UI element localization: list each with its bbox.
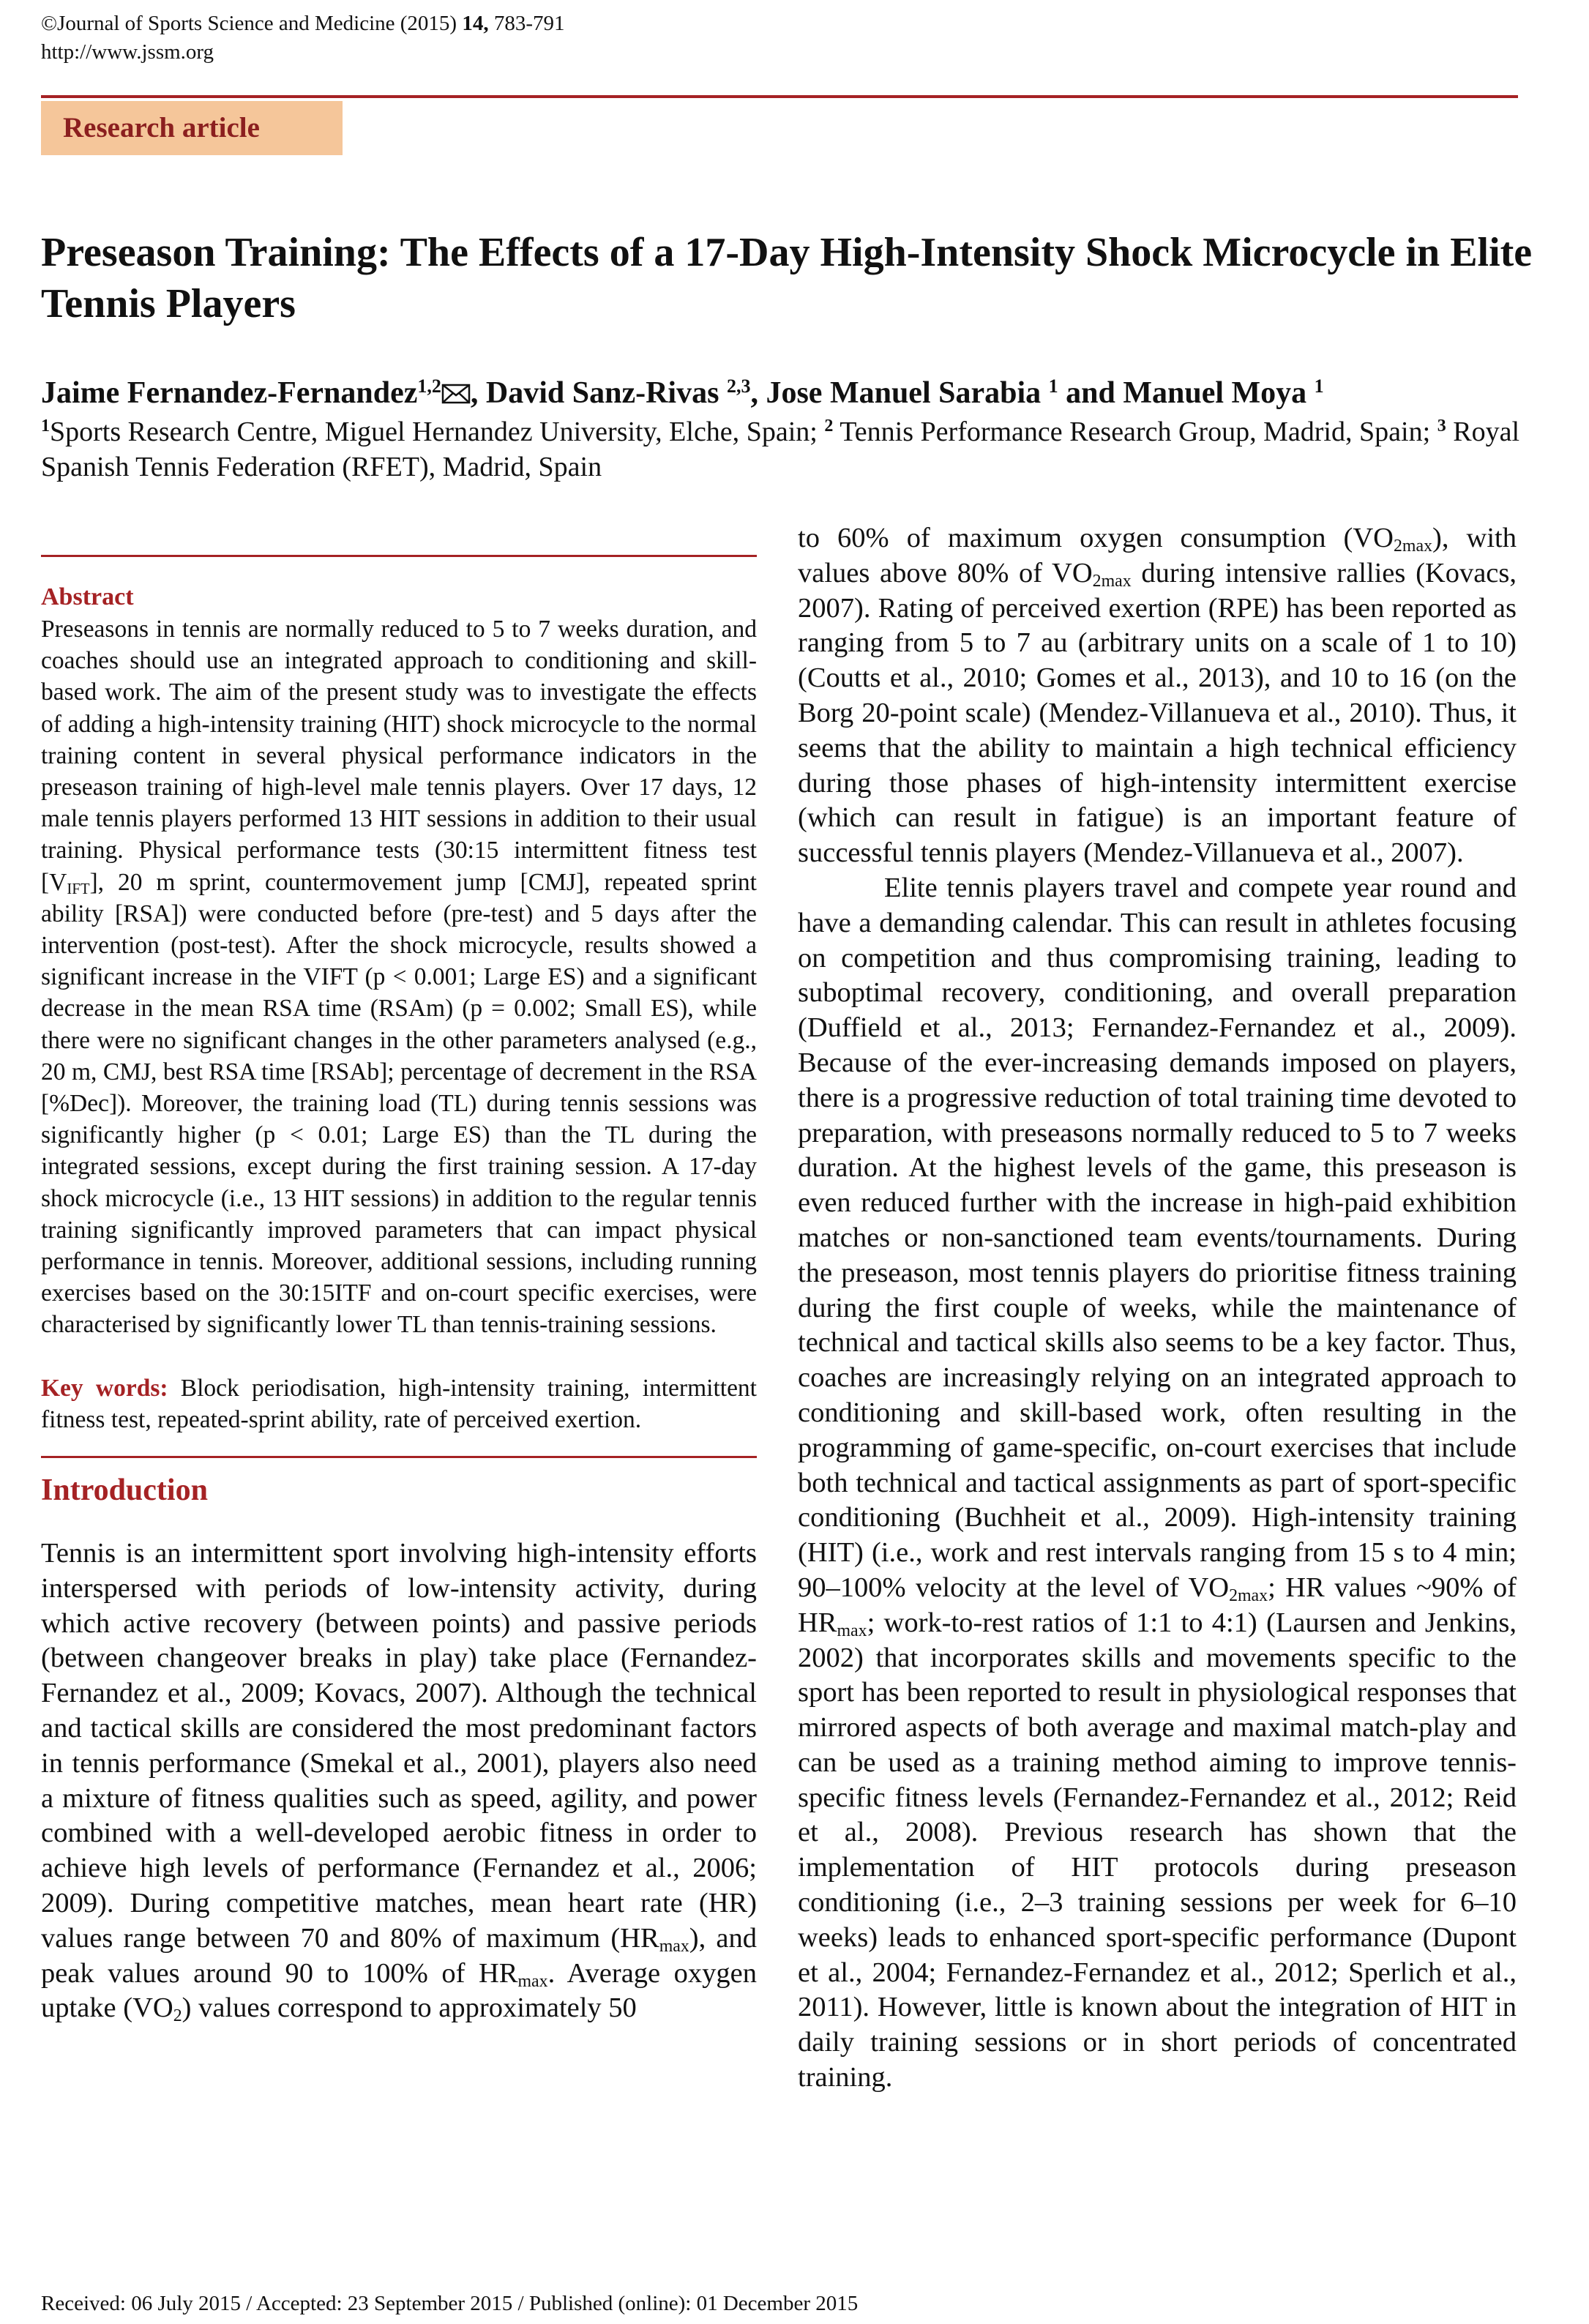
affiliation-3: Royal Spanish Tennis Federation (RFET), Madrid, Spain [41, 416, 1520, 482]
author-affiliation-marker: 1 [1048, 375, 1058, 397]
header-divider [41, 95, 1518, 98]
affiliation-marker: 3 [1437, 416, 1446, 436]
publication-dates: Received: 06 July 2015 / Accepted: 23 September 2015 / Published (online): 01 December 2015 [41, 2292, 859, 2315]
author-affiliation-marker: 1 [1314, 375, 1324, 397]
author-name: , Jose Manuel Sarabia [750, 376, 1042, 410]
introduction-heading: Introduction [41, 1473, 208, 1508]
author-name: and Manuel Moya [1058, 376, 1307, 410]
introduction-paragraph-1-continued: to 60% of maximum oxygen consumption $(VO_{2max})$, with values above 80% of $VO_{2max}$ during intensive rallies (Kovacs, 2007). Rating of perceived exertion (RPE) has been reported as ranging from 5 to 7 au (arbitrary units on a scale of 1 to 10) (Coutts et al., 2010; Gomes et al., 2013), and 10 to 16 (on the Borg 20-point scale) (Mendez-Villanueva et al., 2010). Thus, it seems that the ability to maintain a high technical efficiency during those phases of high-intensity intermittent exercise (which can result in fatigue) is an important feature of successful tennis players (Mendez-Villanueva et al., 2007). [798, 523, 1517, 869]
right-column [798, 521, 1517, 2096]
article-type-badge [41, 101, 343, 155]
affiliation-2: Tennis Performance Research Group, Madrid, Spain; [840, 416, 1431, 447]
introduction-paragraph-1: Tennis is an intermittent sport involving high-intensity efforts interspersed with periods of low-intensity activity, during which active recovery (between points) and passive periods (between changeover breaks in play) take place (Fernandez-Fernandez et al., 2009; Kovacs, 2007). Although the technical and tactical skills are considered the most predominant factors in tennis performance (Smekal et al., 2001), players also need a mixture of fitness qualities such as speed, agility, and power combined with a well-developed aerobic fitness in order to achieve high levels of performance (Fernandez et al., 2006; 2009). During competitive matches, mean heart rate (HR) values range between 70 and 80% of maximum $(HR_{max})$, and peak values around 90 to 100% of $HR_{max}$. Average oxygen uptake $(VO_2)$ values correspond to approximately 50 [41, 1538, 757, 2026]
affiliation-marker: 1 [41, 416, 50, 436]
author-name: , David Sanz-Rivas [470, 376, 719, 410]
article-type-label: Research article [63, 112, 260, 143]
abstract-top-divider [41, 555, 757, 557]
author-affiliation-marker: 2,3 [726, 375, 751, 397]
affiliation-1: Sports Research Centre, Miguel Hernandez University, Elche, Spain; [50, 416, 818, 447]
article-title: Preseason Training: The Effects of a 17-Day High-Intensity Shock Microcycle in Elite Tennis Players [41, 230, 1533, 326]
journal-url[interactable]: http://www.jssm.org [41, 40, 214, 64]
keywords [41, 1372, 757, 1435]
left-column [41, 581, 757, 2026]
keywords-label: Key words: [41, 1374, 168, 1402]
introduction-paragraph-2: Elite tennis players travel and compete year round and have a demanding calendar. This can result in athletes focusing on competition and thus compromising training, leading to suboptimal recovery, conditioning, and overall preparation (Duffield et al., 2013; Fernandez-Fernandez et al., 2009). Because of the ever-increasing demands imposed on players, there is a progressive reduction of total training time devoted to preparation, with preseasons normally reduced to 5 to 7 weeks duration. At the highest levels of the game, this preseason is even reduced further with the increase in high-paid exhibition matches or non-sanctioned team events/tournaments. During the preseason, most tennis players do prioritise fitness training during the first couple of weeks, while the maintenance of technical and tactical skills also seems to be a key factor. Thus, coaches are increasingly relying on an integrated approach to conditioning and skill-based work, often resulting in the programming of game-specific, on-court exercises that include both technical and tactical assignments as part of sport-specific conditioning (Buchheit et al., 2009). High-intensity training (HIT) (i.e., work and rest intervals ranging from 15 s to 4 min; 90–100% velocity at the level of $VO_{2max}$; HR values ~90% of $HR_{max}$; work-to-rest ratios of 1:1 to 4:1) (Laursen and Jenkins, 2002) that incorporates skills and movements specific to the sport has been reported to result in physiological responses that mirrored aspects of both average and maximal match-play and can be used as a training method aiming to improve tennis-specific fitness levels (Fernandez-Fernandez et al., 2012; Reid et al., 2008). Previous research has shown that the implementation of HIT protocols during preseason conditioning (i.e., 2–3 training sessions per week for 6–10 weeks) leads to enhanced sport-specific performance (Dupont et al., 2004; Fernandez-Fernandez et al., 2012; Sperlich et al., 2011). However, little is known about the integration of HIT in daily training sessions or in short periods of concentrated training. [798, 872, 1517, 2093]
abstract-text: Preseasons in tennis are normally reduced to 5 to 7 weeks duration, and coaches should use an integrated approach to conditioning and skill-based work. The aim of the present study was to investigate the effects of adding a high-intensity training (HIT) shock microcycle to the normal training content in several physical performance indicators in the preseason training of high-level male tennis players. Over 17 days, 12 male tennis players performed 13 HIT sessions in addition to their usual training. Physical performance tests (30:15 intermittent fitness test $[V_{IFT}]$, 20 m sprint, countermovement jump [CMJ], repeated sprint ability [RSA]) were conducted before (pre-test) and 5 days after the intervention (post-test). After the shock microcycle, results showed a significant increase in the VIFT (p < 0.001; Large ES) and a significant decrease in the mean RSA time (RSAm) (p = 0.002; Small ES), while there were no significant changes in the other parameters analysed (e.g., 20 m, CMJ, best RSA time [RSAb]; percentage of decrement in the RSA [%Dec]). Moreover, the training load (TL) during tennis sessions was significantly higher (p < 0.01; Large ES) than the TL during the integrated sessions, except during the first training session. A 17-day shock microcycle (i.e., 13 HIT sessions) in addition to the regular tennis training significantly improved parameters that can impact physical performance in tennis. Moreover, additional sessions, including running exercises based on the 30:15ITF and on-court specific exercises, were characterised by significantly lower TL than tennis-training sessions. [41, 616, 757, 1339]
affiliation-marker: 2 [824, 416, 834, 436]
affiliations [41, 414, 1519, 485]
abstract-heading: Abstract [41, 583, 134, 610]
author-affiliation-marker: 1,2 [417, 375, 441, 397]
keywords-text: Block periodisation, high-intensity training, intermittent fitness test, repeated-sprint ability, rate of perceived exertion. [41, 1374, 757, 1433]
author-list [41, 373, 1534, 413]
author-name: Jaime Fernandez-Fernandez [41, 376, 418, 410]
envelope-icon[interactable] [441, 383, 471, 405]
journal-citation [41, 9, 565, 38]
introduction-divider [41, 1456, 757, 1458]
journal-volume: 14, [462, 12, 489, 35]
journal-pages: 783-791 [493, 12, 565, 35]
journal-copyright: ©Journal of Sports Science and Medicine (2015) [41, 12, 457, 35]
